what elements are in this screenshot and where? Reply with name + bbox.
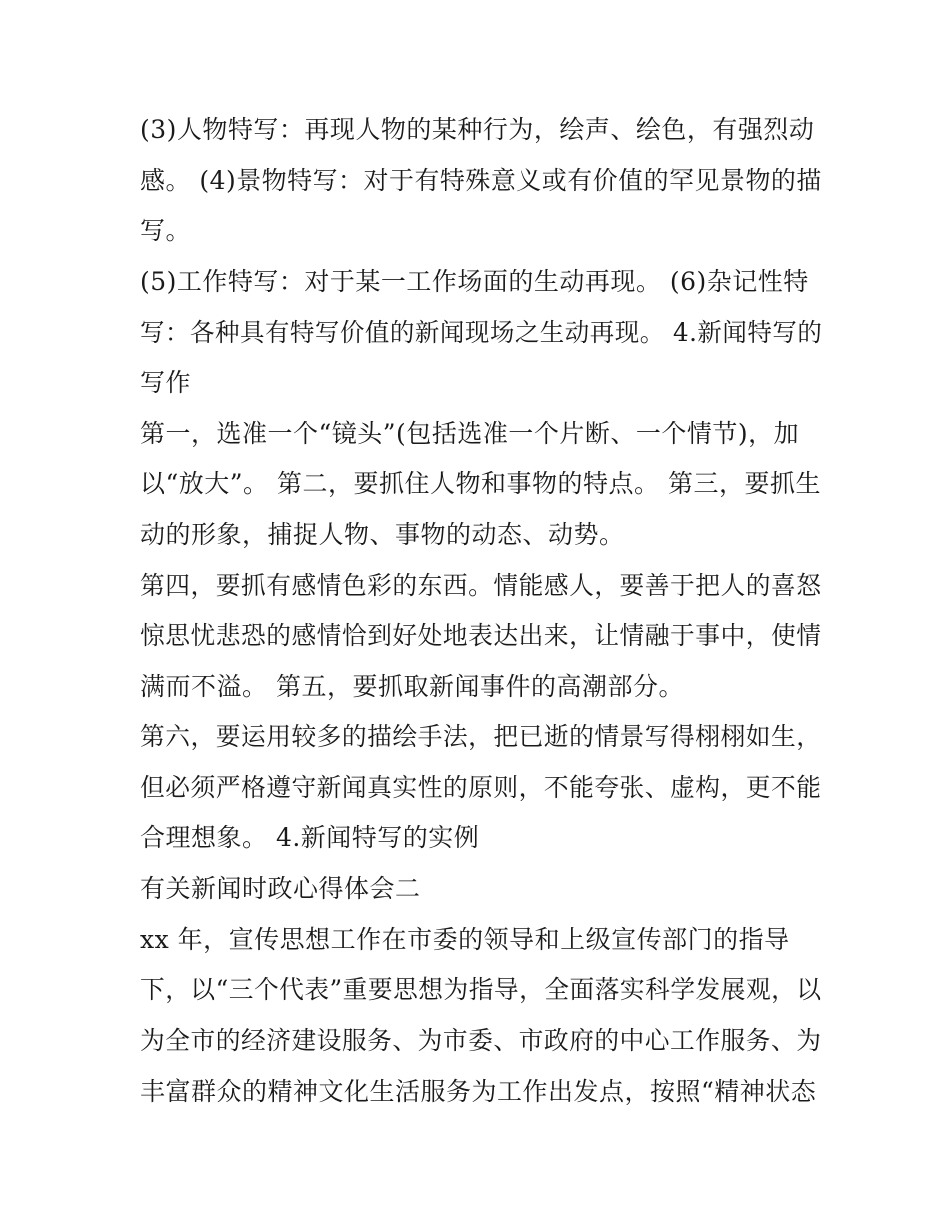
text-line: 写。 xyxy=(140,216,192,245)
text-line: 第四，要抓有感情色彩的东西。情能感人，要善于把人的喜怒 xyxy=(140,571,822,600)
section-heading: 有关新闻时政心得体会二 xyxy=(140,874,421,903)
text-line: 动的形象，捕捉人物、事物的动态、动势。 xyxy=(140,520,625,549)
text-line: 第一，选准一个“镜头”(包括选准一个片断、一个情节)，加 xyxy=(140,419,800,448)
text-line: 丰富群众的精神文化生活服务为工作出发点，按照“精神状态 xyxy=(140,1077,817,1106)
text-line: 合理想象。 4.新闻特写的实例 xyxy=(140,823,480,852)
text-line: 以“放大”。 第二，要抓住人物和事物的特点。 第三，要抓生 xyxy=(140,469,821,498)
text-line: xx 年，宣传思想工作在市委的领导和上级宣传部门的指导 xyxy=(140,925,790,954)
text-line: (3)人物特写：再现人物的某种行为，绘声、绘色，有强烈动 xyxy=(140,115,815,144)
text-line: 但必须严格遵守新闻真实性的原则，不能夸张、虚构，更不能 xyxy=(140,773,822,802)
text-line: 下，以“三个代表”重要思想为指导，全面落实科学发展观，以 xyxy=(140,975,822,1004)
text-line: 为全市的经济建设服务、为市委、市政府的中心工作服务、为 xyxy=(140,1026,822,1055)
text-line: 惊思忧悲恐的感情恰到好处地表达出来，让情融于事中，使情 xyxy=(140,621,822,650)
text-line: 第六，要运用较多的描绘手法，把已逝的情景写得栩栩如生， xyxy=(140,722,822,751)
text-line: 写：各种具有特写价值的新闻现场之生动再现。 4.新闻特写的 xyxy=(140,318,823,347)
text-line: 感。 (4)景物特写：对于有特殊意义或有价值的罕见景物的描 xyxy=(140,166,822,195)
text-line: 写作 xyxy=(140,368,192,397)
text-line: 满而不溢。 第五，要抓取新闻事件的高潮部分。 xyxy=(140,672,684,701)
text-line: (5)工作特写：对于某一工作场面的生动再现。 (6)杂记性特 xyxy=(140,267,809,296)
